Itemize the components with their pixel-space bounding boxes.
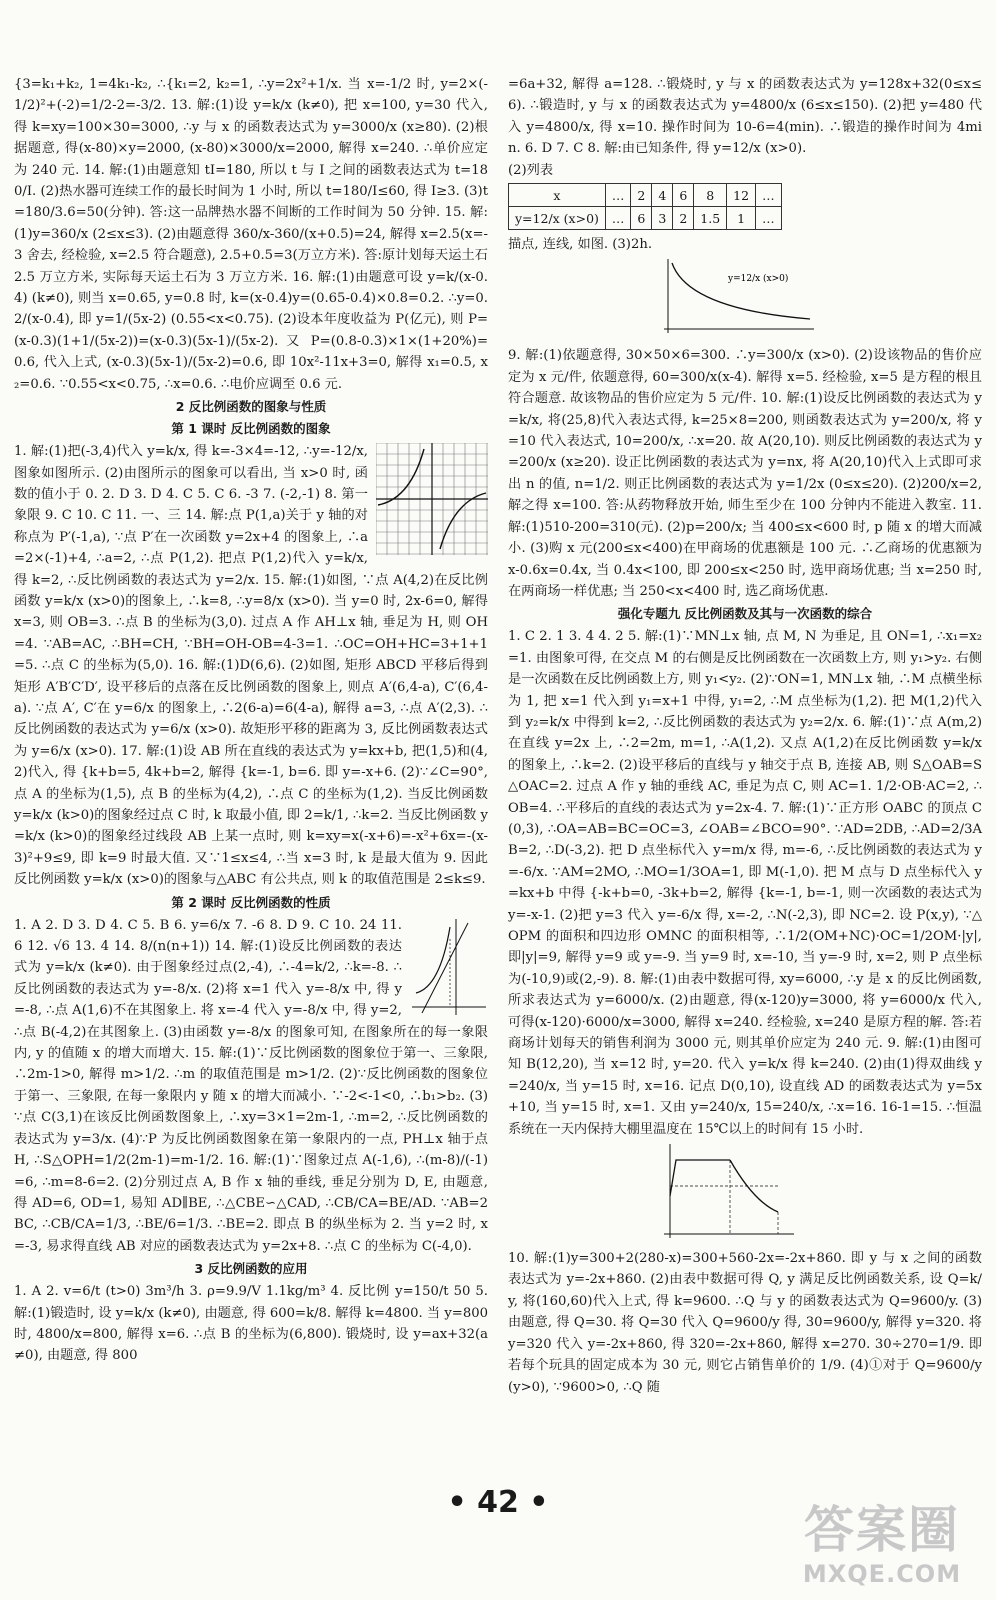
- left-paragraph-2: 1. 解:(1)把(-3,4)代入 y=k/x, 得 k=-3×4=-12, ∴y=-12/x, 图象如图所示. (2)由图所示的图象可以看出, 当 x>0 时, 函数的值小于 0. 2. D 3. D 4. C 5. C 6. -3 7. (-2,-1) 8. 第一象限 9. C 10. C 11. 一、三 14. 解:点 P(1,a)关于 y 轴的对称点为 P′(-1,a), ∵点 P′在一次函数 y=2x+4 的图象上, ∴a=2×(-1)+4, ∴a=2, ∴点 P(1,2). 把点 P(1,2)代入 y=k/x, 得 k=2, ∴反比例函数的表达式为 y=2/x. 15. 解:(1)如图, ∵点 A(4,2)在反比例函数 y=k/x (x>0)的图象上, ∴k=8, ∴y=8/x (x>0). 当 y=0 时, 2x-6=0, 解得 x=3, 则 OB=3. ∴点 B 的坐标为(3,0). 过点 A 作 AH⊥x 轴, 垂足为 H, 则 OH=4. ∵AB=AC, ∴BH=CH, ∵BH=OH-OB=4-3=1. ∴OC=OH+HC=3+1+1=5. ∴点 C 的坐标为(5,0). 16. 解:(1)D(6,6). (2)如图, 矩形 ABCD 平移后得到矩形 A′B′C′D′, 设平移后的点落在反比例函数的图象上, 则点 A′(6,4-a), C′(6,4-a). ∵点 A′, C′在 y=6/x 的图象上, ∴2(6-a)=6(4-a), 解得 a=3, ∴点 A′(2,3). ∴反比例函数的表达式为 y=6/x (x>0). 故矩形平移的距离为 3, 反比例函数表达式为 y=6/x (x>0). 17. 解:(1)设 AB 所在直线的表达式为 y=kx+b, 把(1,5)和(4,2)代入, 得 {k+b=5, 4k+b=2, 解得 {k=-1, b=6. 即 y=-x+6. (2)∵∠C=90°, 点 A 的坐标为(1,5), 点 B 的坐标为(4,2), ∴点 C 的坐标为(1,2). 当反比例函数 y=k/x (k>0)的图象经过点 C 时, k 取最小值, 即 2=k/1, ∴k=2. 当反比例函数 y=k/x (k>0)的图象经过线段 AB 上某一点时, 则 k=xy=x(-x+6)=-x²+6x=-(x-3)²+9≤9, 即 k=9 时最大值. 又∵1≤x≤4, ∴当 x=3 时, k 是最大值为 9. 因此反比例函数 y=k/x (x>0)的图象与△ABC 有公共点, 则 k 的取值范围是 2≤k≤9.: [14, 444, 488, 888]
- table-row: [509, 207, 782, 230]
- table-cell: 6: [631, 207, 652, 230]
- line-triangle-figure: [410, 917, 488, 1017]
- lesson-heading-1: 第 1 课时 反比例函数的图象: [171, 421, 331, 437]
- right-paragraph-3: 1. C 2. 1 3. 4 4. 2 5. 解:(1)∵MN⊥x 轴, 点 M, N 为垂足, 且 ON=1, ∴x₁=x₂=1. 由图象可得, 在交点 M 的右侧是反比例函数在一次函数上方, 则 y₁>y₂. 右侧是一次函数在反比例函数上方, 则 y₁<y₂. (2)∵ON=1, MN⊥x 轴, ∴M 点横坐标为 1, 把 x=1 代入到 y₁=x+1 中得, y₁=2, ∴M 点坐标为(1,2). 把 M(1,2)代入到 y₂=k/x 中得到 k=2, ∴反比例函数的表达式为 y₂=2/x. 6. 解:(1)∵点 A(m,2)在直线 y=2x 上, ∴2=2m, m=1, ∴A(1,2). 又点 A(1,2)在反比例函数 y=k/x 的图象上, ∴k=2. (2)设平移后的直线与 y 轴交于点 B, 连接 AB, 则 S△OAB=S△OAC=2. 过点 A 作 y 轴的垂线 AC, 垂足为点 C, 则 AC=1. 1/2·OB·AC=2, ∴OB=4. ∴平移后的直线的表达式为 y=2x-4. 7. 解:(1)∵正方形 OABC 的顶点 C(0,3), ∴OA=AB=BC=OC=3, ∠OAB=∠BCO=90°. ∵AD=2DB, ∴AD=2/3AB=2, ∴D(-3,2). 把 D 点坐标代入 y=m/x 得, m=-6, ∴反比例函数的表达式为 y=-6/x. ∵AM=2MO, ∴MO=1/3OA=1, 即 M(-1,0). 把 M 点与 D 点坐标代入 y=kx+b 中得 {-k+b=0, -3k+b=2, 解得 {k=-1, b=-1, 则一次函数的表达式为 y=-x-1. (2)把 y=3 代入 y=-6/x 得, x=-2, ∴N(-2,3), 即 NC=2. 设 P(x,y), ∵△OPM 的面积和四边形 OMNC 的面积相等, ∴1/2(OM+NC)·OC=1/2OM·|y|, 即|y|=9, 解得 y=9 或 y=-9. 当 y=9 时, x=-10, 当 y=-9 时, x=2, 则 P 点坐标为(-10,9)或(2,-9). 8. 解:(1)由表中数据可得, xy=6000, ∴y 是 x 的反比例函数, 所求表达式为 y=6000/x. (2)由题意, 得(x-120)y=3000, 将 y=6000/x 代入, 可得(x-120)·6000/x=3000, 解得 x=240. 经检验, x=240 是原方程的解. 答:若商场计划每天的销售利润为 3000 元, 则其单价应定为 240 元. 9. 解:(1)由图可知 B(12,20), 当 x=12 时, y=20. 代入 y=k/x 得 k=240. (2)由(1)得双曲线 y=240/x, 当 y=15 时, x=16. 记点 D(0,10), 设直线 AD 的函数表达式为 y=5x+10, 当 y=15 时, x=1. 又由 y=240/x, 15=240/x, ∴x=16. 16-1=15. ∴恒温系统在一天内保持大棚里温度在 15℃以上的时间有 15 小时.: [508, 629, 983, 1137]
- table-cell: 2: [673, 207, 694, 230]
- watermark: [784, 1500, 980, 1588]
- left-paragraph-3: 1. A 2. D 3. D 4. C 5. B 6. y=6/x 7. -6 8. D 9. C 10. 24 11. 6 12. √6 13. 4 14. 8/(n(n+1)) 14. 解:(1)设反比例函数的表达式为 y=k/x (k≠0). 由于图象经过点(2,-4), ∴-4=k/2, ∴k=-8. ∴反比例函数的表达式为 y=-8/x. (2)将 x=1 代入 y=-8/x 中, 得 y=-8, ∴点 A(1,6)不在其图象上. 将 x=-4 代入 y=-8/x 中, 得 y=2, ∴点 B(-4,2)在其图象上. (3)由函数 y=-8/x 的图象可知, 在图象所在的每一象限内, y 的值随 x 的增大而增大. 15. 解:(1)∵反比例函数的图象位于第一、三象限, ∴2m-1>0, 解得 m>1/2. ∴m 的取值范围是 m>1/2. (2)∵反比例函数的图象位于第一、三象限, 在每一象限内 y 随 x 的增大而减小. ∵-2<-1<0, ∴b₁>b₂. (3)∵点 C(3,1)在该反比例函数图象上, ∴xy=3×1=2m-1, ∴m=2, ∴反比例函数的表达式为 y=3/x. (4)∵P 为反比例函数图象在第一象限内的一点, PH⊥x 轴于点 H, ∴S△OPH=1/2(2m-1)=m-1/2. 16. 解:(1)∵图象过点 A(-1,6), ∴(m-8)/(-1)=6, ∴m=8-6=2. (2)分别过点 A, B 作 x 轴的垂线, 垂足分别为 D, E, 由题意, 得 AD=6, OD=1, 易知 AD∥BE, ∴△CBE∽△CAD, ∴CB/CA=BE/AD. ∵AB=2BC, ∴CB/CA=1/3, ∴BE/6=1/3. ∴BE=2. 即点 B 的纵坐标为 2. 当 y=2 时, x=-3, 易求得直线 AB 对应的函数表达式为 y=2x+8. ∴点 C 的坐标为 C(-4,0).: [14, 917, 488, 1254]
- table-row-header: x: [509, 184, 606, 207]
- section-heading-2: 2 反比例函数的图象与性质: [175, 399, 327, 415]
- table-cell: 6: [673, 184, 694, 207]
- lesson-heading-2: 第 2 课时 反比例函数的性质: [171, 894, 331, 910]
- table-row: [509, 184, 782, 207]
- table-cell: 12: [727, 184, 756, 207]
- table-cell: 3: [652, 207, 673, 230]
- table-row-header: y=12/x (x>0): [509, 207, 606, 230]
- watermark-url: MXQE.COM: [802, 1560, 962, 1588]
- right-column: [508, 74, 982, 1398]
- hyperbola-graph-figure: [658, 257, 982, 341]
- table-cell: …: [605, 207, 631, 230]
- right-paragraph-2: 9. 解:(1)依题意得, 30×50×6=300. ∴y=300/x (x>0). (2)设该物品的售价应定为 x 元/件, 依题意得, 60=300/x(x-4). 解得 x=5. 经检验, x=5 是方程的根且符合题意. 故该物品的售价应定为 5 元/件. 10. 解:(1)设反比例函数的表达式为 y=k/x, 将(25,8)代入表达式得, k=25×8=200, 则函数表达式为 y=200/x, 将 y=10 代入表达式, 10=200/x, ∴x=20. 故 A(20,10). 则反比例函数的表达式为 y=200/x (x≥20). 设正比例函数的表达式为 y=nx, 将 A(20,10)代入上式即可求出 n 的值, n=1/2. 则正比例函数的表达式为 y=1/2x (0≤x≤20). (2)200/x=2, 解之得 x=100. 答:从药物释放开始, 师生至少在 100 分钟内不能进入教室. 11. 解:(1)510-200=310(元). (2)p=200/x; 当 400≤x<600 时, p 随 x 的增大而减小. (3)购 x 元(200≤x<400)在甲商场的优惠额是 100 元. ∴乙商场的优惠额为 x-0.6x=0.4x, 当 0.4x<100, 即 200≤x<250 时, 选甲商场优惠; 当 x=250 时, 在两商场一样优惠; 当 250<x<400 时, 选乙商场优惠.: [508, 348, 982, 599]
- hyperbola-label: y=12/x (x>0): [728, 274, 789, 285]
- table-cell: 2: [631, 184, 652, 207]
- table-cell: …: [756, 207, 782, 230]
- left-paragraph-1: {3=k₁+k₂, 1=4k₁-k₂, ∴{k₁=2, k₂=1, ∴y=2x²+1/x. 当 x=-1/2 时, y=2×(-1/2)²+(-2)=1/2-2=-3/2. 13. 解:(1)设 y=k/x (k≠0), 把 x=100, y=30 代入, 得 k=xy=100×30=3000, ∴y 与 x 的函数表达式为 y=3000/x (x≥80). (2)根据题意, 得(x-80)×y=2000, (x-80)×3000/x=2000, 解得 x=240. ∴单价应定为 240 元. 14. 解:(1)由题意知 tI=180, 所以 t 与 I 之间的函数表达式为 t=180/I. (2)热水器可连续工作的最长时间为 1 小时, 所以 t=180/I≤60, 得 I≥3. (3)t=180/3.6=50(分钟). 答:这一品牌热水器不间断的工作时间为 50 分钟. 15. 解:(1)y=360/x (2≤x≤3). (2)由题意得 360/x-360/(x+0.5)=24, 解得 x=2.5(x=-3 舍去, 经检验, x=2.5 符合题意), 2.5+0.5=3(万立方米). 答:原计划每天运土石 2.5 万立方米, 实际每天运土石为 3 万立方米. 16. 解:(1)由题意可设 y=k/(x-0.4) (k≠0), 则当 x=0.65, y=0.8 时, k=(x-0.4)y=(0.65-0.4)×0.8=0.2. ∴y=0.2/(x-0.4), 即 y=1/(5x-2) (0.55<x<0.75). (2)设本年度收益为 P(亿元), 则 P=(x-0.3)(1+1/(5x-2))=(x-0.3)(5x-1)/(5x-2). 又 P=(0.8-0.3)×1×(1+20%)=0.6, 代入上式, (x-0.3)(5x-1)/(5x-2)=0.6, 即 10x²-11x+3=0, 解得 x₁=0.5, x₂=0.6. ∵0.55<x<0.75, ∴x=0.6. ∴电价应调至 0.6 元.: [14, 77, 489, 392]
- table-cell: 8: [694, 184, 727, 207]
- section-heading-3: 3 反比例函数的应用: [194, 1261, 308, 1277]
- temperature-graph-figure: [658, 1142, 982, 1246]
- grid-graph-figure: [376, 443, 488, 555]
- table-cell: …: [756, 184, 782, 207]
- right-paragraph-plot-note: 描点, 连线, 如图. (3)2h.: [508, 237, 653, 253]
- left-column: [14, 74, 488, 1367]
- special-topic-heading: 强化专题九 反比例函数及其与一次函数的综合: [617, 606, 873, 622]
- table-cell: 1.5: [694, 207, 727, 230]
- watermark-logo: 答案圈: [804, 1501, 960, 1559]
- table-cell: 4: [652, 184, 673, 207]
- right-paragraph-table-label: (2)列表: [508, 162, 554, 178]
- value-table: [508, 183, 782, 230]
- right-paragraph-4: 10. 解:(1)y=300+2(280-x)=300+560-2x=-2x+860. 即 y 与 x 之间的函数表达式为 y=-2x+860. (2)由表中数据可得 Q, y 满足反比例函数关系, 设 Q=k/y, 将(160,60)代入上式, 得 k=9600. ∴Q 与 y 的函数表达式为 Q=9600/y. (3)由题意, 得 Q=30. 将 Q=30 代入 Q=9600/y 得, 30=9600/y, 解得 y=320. 将 y=320 代入 y=-2x+860, 得 320=-2x+860, 解得 x=270. 30÷270=1/9. 即若每个玩具的固定成本为 30 元, 则它占销售单价的 1/9. (4)①对于 Q=9600/y (y>0), ∵9600>0, ∴Q 随: [508, 1251, 982, 1395]
- table-cell: …: [605, 184, 631, 207]
- right-paragraph-1: =6a+32, 解得 a=128. ∴锻烧时, y 与 x 的函数表达式为 y=128x+32(0≤x≤6). ∴锻造时, y 与 x 的函数表达式为 y=4800/x (6≤x≤150). (2)把 y=480 代入 y=4800/x, 得 x=10. 操作时间为 10-6=4(min). ∴锻造的操作时间为 4min. 6. D 7. C 8. 解:由已知条件, 得 y=12/x (x>0).: [508, 77, 982, 157]
- left-paragraph-4: 1. A 2. v=6/t (t>0) 3m³/h 3. ρ=9.9/V 1.1kg/m³ 4. 反比例 y=150/t 50 5. 解:(1)锻造时, 设 y=k/x (k≠0), 由题意, 得 600=k/8. 解得 k=4800. 当 y=800 时, 4800/x=800, 解得 x=6. ∴点 B 的坐标为(6,800). 锻烧时, 设 y=ax+32(a≠0), 由题意, 得 800: [14, 1284, 488, 1364]
- page-number: • 42 •: [447, 1485, 549, 1520]
- table-cell: 1: [727, 207, 756, 230]
